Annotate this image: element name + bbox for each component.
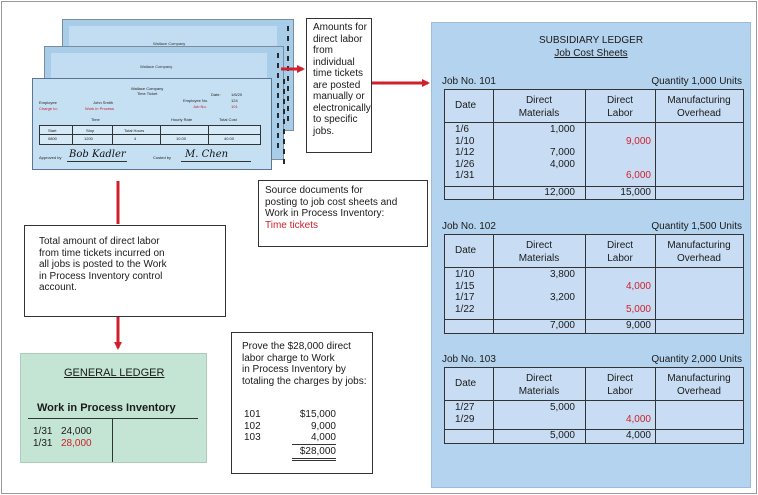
ticket-company: Wallace Company	[131, 86, 164, 91]
approved-signature: Bob Kadler	[69, 149, 126, 160]
entry-date: 1/12	[455, 147, 475, 158]
header-dl-line1: Direct	[606, 373, 634, 384]
total-line: from time tickets incurred on	[39, 247, 165, 259]
ticket-title: Time Ticket	[137, 91, 158, 96]
total-line: in Process Inventory control	[39, 270, 163, 282]
entry-date: 1/31	[455, 170, 475, 181]
t-account-horizontal	[28, 418, 198, 419]
posted-line: electronically	[313, 102, 371, 114]
total-materials: 12,000	[544, 186, 575, 198]
prove-row	[244, 421, 340, 433]
job-quantity: Quantity 2,000 Units	[651, 354, 742, 365]
entry-date: 1/10	[455, 135, 475, 147]
sheet-header-line	[445, 122, 743, 123]
header-dl-line1: Direct	[606, 95, 634, 106]
posted-line: time tickets	[313, 68, 364, 79]
prove-amount: 9,000	[310, 420, 336, 432]
time-ticket-front: Wallace Company Time Ticket Date: 1/6/20 Employee John Smith Employee No. 124 Charge to: Work in Process Job No. 101 Time Hourly Rate Total Cost Start Stop Total Hours 0800 1200 4 10.00 40.00 Approved by Bob Kadler Costed by M. Chen	[32, 78, 272, 170]
prove-job: 103	[244, 432, 261, 443]
prove-table	[244, 409, 340, 444]
posted-callout	[306, 18, 372, 153]
entry-labor: 4,000	[625, 280, 651, 292]
header-dm-line1: Direct	[525, 373, 553, 384]
job-cost-sheet	[444, 234, 744, 334]
total-labor-callout	[24, 225, 226, 317]
entry-date: 1/29	[455, 413, 475, 425]
header-direct-materials	[493, 94, 585, 120]
entry-labor: 5,000	[625, 303, 651, 315]
header-direct-materials	[493, 372, 585, 398]
header-manufacturing-overhead	[655, 239, 743, 265]
header-date: Date	[455, 378, 477, 389]
time-ticket-back: Wallace Company	[62, 19, 294, 131]
header-direct-labor	[585, 239, 655, 265]
job-quantity: Quantity 1,000 Units	[651, 76, 742, 87]
entry-materials: 4,000	[549, 158, 575, 170]
header-mo-line2: Overhead	[677, 386, 721, 397]
total-line: all jobs is posted to the Work	[39, 259, 167, 270]
total-labor: 15,000	[620, 186, 651, 198]
header-dm-line2: Materials	[518, 386, 560, 397]
prove-row	[244, 432, 340, 444]
gl-entry-date: 1/31	[33, 438, 53, 449]
prove-line: in Process Inventory by	[242, 364, 346, 375]
posted-line: are posted	[313, 79, 361, 91]
posted-line: jobs.	[313, 125, 335, 137]
total-callout-text	[39, 236, 225, 294]
source-line: posting to job cost sheets and	[265, 196, 398, 208]
prove-job: 102	[244, 420, 261, 432]
job-cost-sheet	[444, 89, 744, 200]
header-mo-line1: Manufacturing	[667, 373, 731, 384]
total-line: Total amount of direct labor	[39, 236, 160, 247]
entry-date: 1/27	[455, 402, 475, 413]
posted-callout-text	[313, 22, 371, 137]
ticket-time-grid: Start Stop Total Hours 0800 1200 4 10.00 40.00	[39, 125, 261, 145]
prove-line: labor charge to Work	[242, 352, 335, 364]
job-number: Job No. 102	[442, 221, 496, 232]
header-direct-labor	[585, 94, 655, 120]
header-dm-line2: Materials	[518, 253, 560, 264]
header-dl-line2: Labor	[607, 386, 633, 397]
header-manufacturing-overhead	[655, 372, 743, 398]
general-ledger	[20, 353, 207, 463]
job-quantity: Quantity 1,500 Units	[651, 221, 742, 232]
header-direct-labor	[585, 372, 655, 398]
prove-line: totaling the charges by jobs:	[242, 375, 367, 387]
total-materials: 5,000	[549, 430, 575, 441]
header-dm-line1: Direct	[525, 240, 553, 251]
sheet-header-line	[445, 400, 743, 401]
header-dm-line2: Materials	[518, 108, 560, 119]
header-dm-line1: Direct	[525, 95, 553, 106]
entry-date: 1/6	[455, 124, 469, 135]
wip-account-title: Work in Process Inventory	[37, 402, 176, 414]
posted-line: direct labor	[313, 33, 363, 45]
entry-date: 1/15	[455, 280, 475, 292]
header-dl-line2: Labor	[607, 253, 633, 264]
prove-amount: $15,000	[299, 409, 336, 420]
job-cost-sheets-subtitle: Job Cost Sheets	[554, 48, 628, 59]
header-dl-line1: Direct	[606, 240, 634, 251]
posted-line: from individual	[313, 45, 355, 68]
header-mo-line2: Overhead	[677, 108, 721, 119]
prove-job: 101	[244, 409, 261, 420]
source-line: Source documents for	[265, 185, 363, 196]
subsidiary-title: SUBSIDIARY LEDGER	[538, 35, 644, 46]
entry-date: 1/26	[455, 158, 475, 170]
entry-materials: 1,000	[549, 124, 575, 135]
header-manufacturing-overhead	[655, 94, 743, 120]
prove-total: $28,000	[299, 446, 336, 457]
entry-materials: 7,000	[549, 147, 575, 158]
gl-entry-date: 1/31	[33, 426, 53, 437]
entry-labor: 9,000	[625, 135, 651, 147]
entry-materials: 5,000	[549, 402, 575, 413]
prove-line: Prove the $28,000 direct	[242, 341, 351, 352]
job-number: Job No. 101	[442, 76, 496, 87]
time-ticket-middle: Wallace Company	[44, 46, 284, 160]
time-tickets-highlight: Time tickets	[265, 219, 318, 231]
gl-entry	[33, 426, 113, 438]
header-mo-line1: Manufacturing	[667, 95, 731, 106]
header-dl-line2: Labor	[607, 108, 633, 119]
posted-line: Amounts for	[313, 22, 367, 33]
entry-date: 1/10	[455, 269, 475, 280]
gl-entry-amount: 28,000	[61, 438, 92, 449]
job-number: Job No. 103	[442, 354, 496, 365]
entry-labor: 4,000	[625, 413, 651, 425]
entry-date: 1/17	[455, 292, 475, 303]
prove-row	[244, 409, 340, 421]
total-labor: 4,000	[625, 430, 651, 441]
header-direct-materials	[493, 239, 585, 265]
total-labor: 9,000	[625, 320, 651, 331]
entry-labor: 6,000	[625, 170, 651, 181]
header-date: Date	[455, 245, 477, 256]
posted-line: manually or	[313, 91, 365, 102]
prove-callout	[231, 332, 373, 474]
subsidiary-ledger	[431, 22, 751, 488]
header-mo-line2: Overhead	[677, 253, 721, 264]
header-mo-line1: Manufacturing	[667, 240, 731, 251]
source-documents-callout	[258, 180, 428, 247]
prove-callout-text	[242, 341, 367, 387]
source-callout-text	[265, 185, 427, 220]
job-cost-sheet	[444, 367, 744, 444]
gl-entry	[33, 438, 113, 450]
gl-entry-amount: 24,000	[61, 426, 92, 437]
entry-materials: 3,800	[549, 269, 575, 280]
header-date: Date	[455, 100, 477, 111]
entry-materials: 3,200	[549, 292, 575, 303]
source-line: Work in Process Inventory:	[265, 208, 385, 219]
general-ledger-title: GENERAL LEDGER	[64, 367, 165, 379]
posted-line: to specific	[313, 114, 358, 125]
total-materials: 7,000	[549, 320, 575, 331]
total-line: account.	[39, 282, 77, 293]
sheet-header-line	[445, 267, 743, 268]
prove-amount: 4,000	[310, 432, 336, 443]
gl-entries	[33, 426, 113, 450]
costed-signature: M. Chen	[185, 149, 229, 160]
entry-date: 1/22	[455, 303, 475, 315]
